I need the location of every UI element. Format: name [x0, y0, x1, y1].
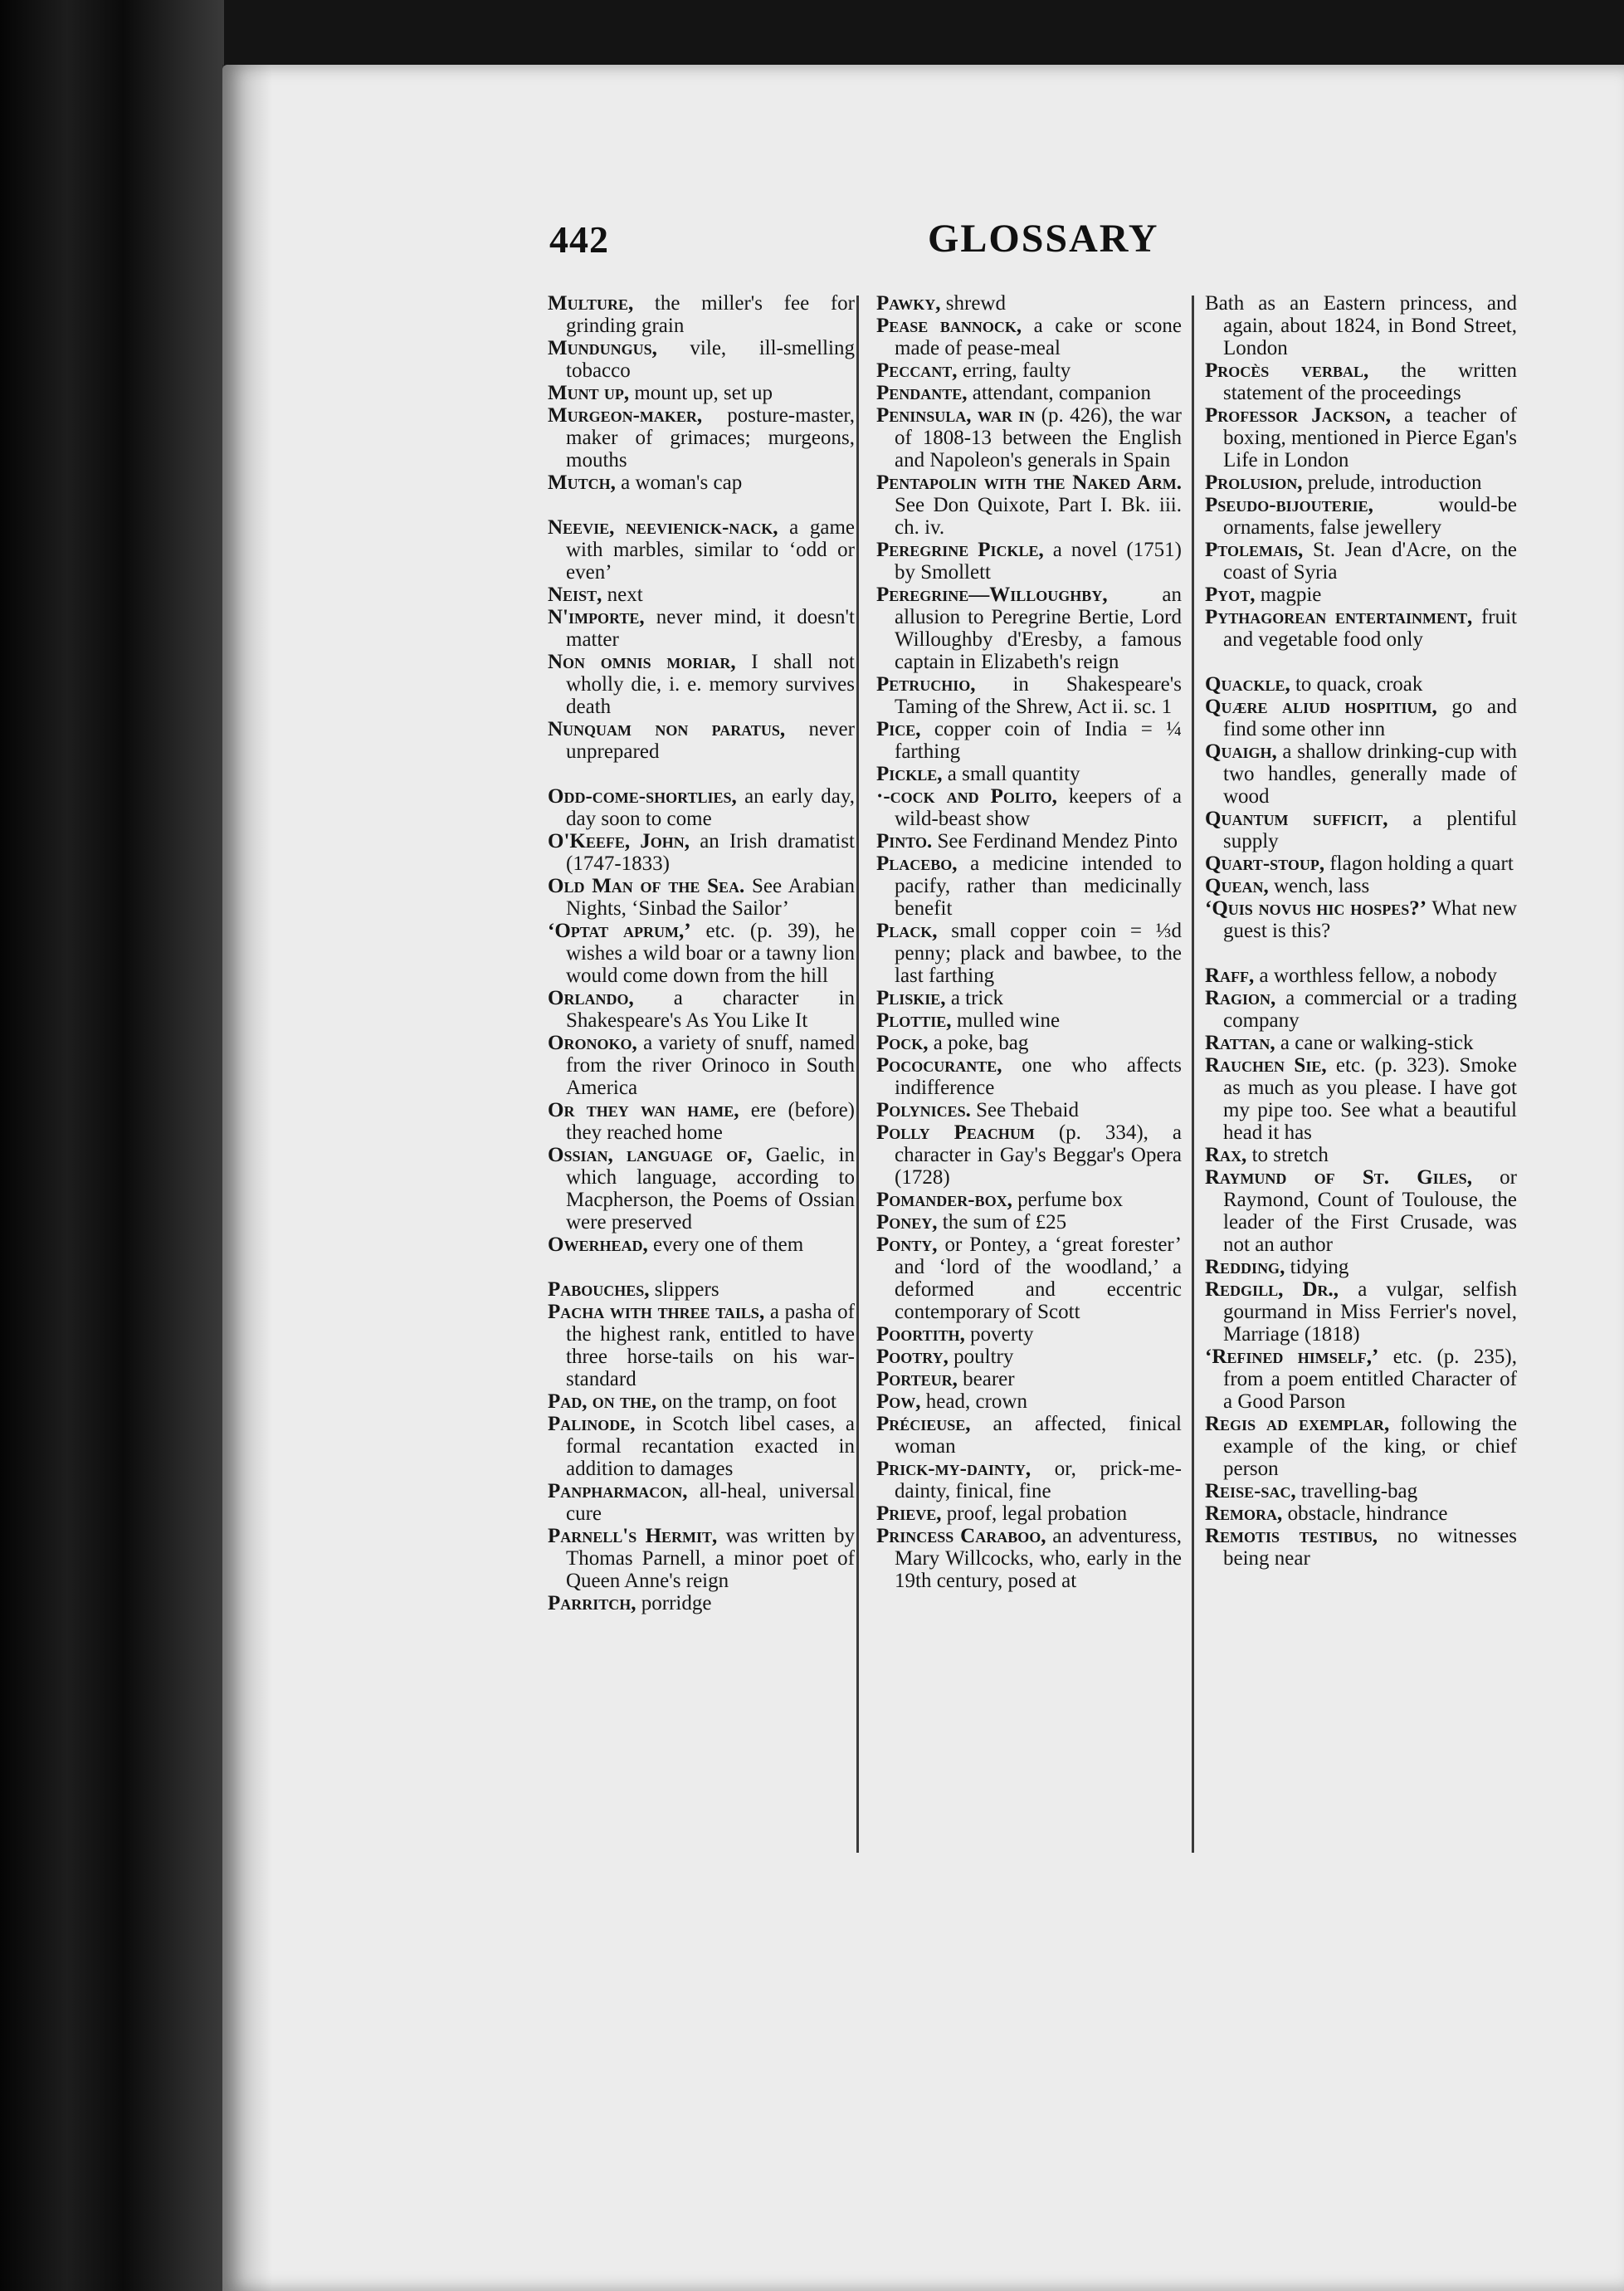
entry-headword: Pabouches, [548, 1278, 650, 1301]
glossary-entry [1205, 875, 1517, 897]
glossary-entry [548, 584, 855, 606]
glossary-entry [548, 404, 855, 471]
book-spine-shadow [0, 0, 224, 2291]
entry-definition: flagon holding a quart [1324, 852, 1514, 875]
glossary-entry [876, 1054, 1182, 1099]
entry-definition: poultry [948, 1346, 1014, 1368]
entry-definition: was written by Thomas Parnell, a minor poet of Queen Anne's reign [566, 1525, 855, 1592]
entry-definition: a medicine intended to pacify, rather than medicinally benefit [895, 852, 1182, 920]
entry-definition: magpie [1255, 584, 1322, 606]
entry-headword: Poortith, [876, 1323, 965, 1346]
entry-definition: in Scotch libel cases, a formal recantation exacted in addition to damages [566, 1413, 855, 1480]
entry-headword: Regis ad exemplar, [1205, 1413, 1390, 1435]
entry-definition: porridge [636, 1592, 712, 1614]
entry-headword: Parnell's Hermit, [548, 1525, 718, 1547]
glossary-entry [548, 987, 855, 1032]
entry-headword: Old Man of the Sea. [548, 875, 745, 897]
glossary-entry [1205, 404, 1517, 471]
glossary-entry [876, 382, 1182, 404]
entry-definition: a pasha of the highest rank, entitled to have three horse-tails on his war-standard [566, 1301, 855, 1390]
entry-headword: Rax, [1205, 1144, 1247, 1166]
glossary-entry [548, 1525, 855, 1592]
glossary-entry [548, 1233, 855, 1256]
entry-definition: a character in Shakespeare's As You Like It [566, 987, 855, 1032]
entry-headword: Ptolemais, [1205, 539, 1304, 561]
glossary-entry [548, 292, 855, 337]
glossary-entry [1205, 1480, 1517, 1502]
entry-definition: perfume box [1012, 1189, 1124, 1211]
entry-headword: Pomander-box, [876, 1189, 1012, 1211]
entry-definition: What new guest is this? [1223, 897, 1517, 942]
entry-headword: Oronoko, [548, 1032, 637, 1054]
glossary-entry [548, 920, 855, 987]
glossary-entry [876, 1502, 1182, 1525]
entry-definition: ere (before) they reached home [566, 1099, 855, 1144]
glossary-entry [1205, 1166, 1517, 1256]
glossary-entry [1205, 1413, 1517, 1480]
glossary-entry [876, 1032, 1182, 1054]
entry-definition: See Thebaid [970, 1099, 1079, 1121]
entry-definition: would-be ornaments, false jewellery [1223, 494, 1517, 539]
entry-headword: Mundungus, [548, 337, 657, 359]
entry-headword: Non omnis moriar, [548, 651, 736, 673]
entry-definition: all-heal, universal cure [566, 1480, 855, 1525]
entry-definition: keepers of a wild-beast show [895, 785, 1183, 830]
entry-headword: Ragion, [1205, 987, 1276, 1009]
entry-definition: go and find some other inn [1223, 696, 1517, 740]
entry-headword: Nunquam non paratus, [548, 718, 786, 740]
entry-definition: never unprepared [566, 718, 855, 763]
glossary-column-3 [1205, 292, 1517, 1570]
entry-headword: Prieve, [876, 1502, 942, 1525]
entry-definition: a cake or scone made of pease-meal [895, 315, 1182, 359]
glossary-entry [548, 1144, 855, 1233]
entry-definition: proof, legal probation [941, 1502, 1128, 1525]
entry-definition: fruit and vegetable food only [1223, 606, 1518, 651]
entry-definition: wench, lass [1268, 875, 1370, 897]
entry-definition: never mind, it doesn't matter [566, 606, 855, 651]
entry-headword: Pendante, [876, 382, 968, 404]
entry-definition: etc. (p. 39), he wishes a wild boar or a tawny lion would come down from the hill [566, 920, 855, 987]
entry-definition: See Don Quixote, Part I. Bk. iii. ch. iv. [895, 494, 1182, 539]
entry-headword: Procès verbal, [1205, 359, 1369, 382]
entry-headword: Pease bannock, [876, 315, 1022, 337]
entry-headword: N'importe, [548, 606, 645, 628]
entry-headword: ‘Refined himself,’ [1205, 1346, 1379, 1368]
entry-definition: to quack, croak [1290, 673, 1423, 696]
glossary-entry [548, 875, 855, 920]
entry-definition: an Irish dramatist (1747-1833) [566, 830, 855, 875]
glossary-entry [1205, 897, 1517, 942]
entry-headword: Or they wan hame, [548, 1099, 739, 1121]
glossary-entry [876, 539, 1182, 584]
entry-headword: Quackle, [1205, 673, 1290, 696]
entry-headword: Remotis testibus, [1205, 1525, 1378, 1547]
glossary-entry [1205, 606, 1517, 651]
entry-definition: mount up, set up [629, 382, 773, 404]
glossary-column-2 [876, 292, 1182, 1592]
entry-headword: Peregrine—Willoughby, [876, 584, 1108, 606]
entry-definition: no witnesses being near [1223, 1525, 1518, 1570]
entry-headword: Pow, [876, 1390, 921, 1413]
entry-definition: to stretch [1246, 1144, 1329, 1166]
glossary-entry [1205, 584, 1517, 606]
entry-definition: the miller's fee for grinding grain [566, 292, 855, 337]
glossary-entry [1205, 471, 1517, 494]
entry-definition: a poke, bag [928, 1032, 1029, 1054]
entry-definition: a teacher of boxing, mentioned in Pierce Egan's Life in London [1223, 404, 1518, 471]
entry-headword: Pyot, [1205, 584, 1256, 606]
glossary-entry [1205, 808, 1517, 852]
entry-headword: Pawky, [876, 292, 941, 315]
entry-headword: Placebo, [876, 852, 958, 875]
entry-definition: or Pontey, a ‘great forester’ and ‘lord of the woodland,’ a deformed and eccentric contemporary of Scott [895, 1233, 1182, 1323]
entry-headword: Quantum sufficit, [1205, 808, 1388, 830]
glossary-entry [876, 471, 1182, 539]
entry-headword: Multure, [548, 292, 634, 315]
glossary-entry [548, 606, 855, 651]
entry-headword: Owerhead, [548, 1233, 648, 1256]
glossary-entry [1205, 1278, 1517, 1346]
entry-headword: ·‑cock and Polito, [876, 785, 1057, 808]
entry-headword: Précieuse, [876, 1413, 971, 1435]
glossary-entry [876, 785, 1182, 830]
entry-headword: Prick-my-dainty, [876, 1458, 1031, 1480]
entry-definition: (p. 426), the war of 1808-13 between the English and Napoleon's generals in Spain [895, 404, 1182, 471]
glossary-entry [548, 337, 855, 382]
entry-definition: Bath as an Eastern princess, and again, about 1824, in Bond Street, London [1205, 292, 1517, 359]
entry-definition: a small quantity [942, 763, 1080, 785]
glossary-entry [1205, 852, 1517, 875]
glossary-entry [1205, 494, 1517, 539]
glossary-entry [1205, 539, 1517, 584]
entry-headword: Orlando, [548, 987, 634, 1009]
entry-headword: Pock, [876, 1032, 929, 1054]
entry-definition: See Arabian Nights, ‘Sinbad the Sailor’ [566, 875, 855, 920]
entry-definition: a game with marbles, similar to ‘odd or even’ [566, 516, 855, 584]
column-divider [1192, 296, 1194, 1853]
entry-definition: a worthless fellow, a nobody [1254, 965, 1498, 987]
glossary-entry [548, 471, 855, 494]
glossary-column-1 [548, 292, 855, 1614]
entry-headword: ‘Quis novus hic hospes?’ [1205, 897, 1427, 920]
glossary-entry [876, 1211, 1182, 1233]
entry-headword: Pentapolin with the Naked Arm. [876, 471, 1182, 494]
glossary-entry [548, 516, 855, 584]
glossary-entry [548, 382, 855, 404]
glossary-entry [548, 785, 855, 830]
glossary-entry [1205, 292, 1517, 359]
entry-definition: on the tramp, on foot [656, 1390, 836, 1413]
entry-definition: one who affects indifference [895, 1054, 1182, 1099]
glossary-entry [1205, 696, 1517, 740]
column-divider [856, 296, 859, 1853]
entry-headword: Palinode, [548, 1413, 636, 1435]
glossary-entry [1205, 1346, 1517, 1413]
entry-headword: Poney, [876, 1211, 938, 1233]
entry-definition: a novel (1751) by Smollett [895, 539, 1182, 584]
glossary-entry [876, 292, 1182, 315]
entry-headword: Polynices. [876, 1099, 971, 1121]
entry-headword: Pickle, [876, 763, 943, 785]
entry-headword: Quaigh, [1205, 740, 1277, 763]
glossary-entry [1205, 740, 1517, 808]
entry-definition: prelude, introduction [1302, 471, 1482, 494]
entry-definition: posture-master, maker of grimaces; murgeons, mouths [566, 404, 855, 471]
entry-definition: a vulgar, selfish gourmand in Miss Ferrier's novel, Marriage (1818) [1223, 1278, 1517, 1346]
glossary-entry [876, 315, 1182, 359]
entry-definition: vile, ill-smelling tobacco [566, 337, 855, 382]
entry-headword: O'Keefe, John, [548, 830, 690, 852]
glossary-entry [548, 718, 855, 763]
entry-definition: (p. 334), a character in Gay's Beggar's Opera (1728) [895, 1121, 1182, 1189]
glossary-entry [876, 852, 1182, 920]
glossary-entry [1205, 673, 1517, 696]
glossary-entry [876, 584, 1182, 673]
entry-definition: in Shakespeare's Taming of the Shrew, Act ii. sc. 1 [895, 673, 1182, 718]
entry-headword: Neevie, neevienick-nack, [548, 516, 778, 539]
entry-definition: a plentiful supply [1223, 808, 1517, 852]
glossary-entry [548, 1592, 855, 1614]
entry-definition: slippers [649, 1278, 719, 1301]
glossary-entry [1205, 1256, 1517, 1278]
glossary-entry [876, 1458, 1182, 1502]
entry-headword: Reise-sac, [1205, 1480, 1296, 1502]
glossary-entry [876, 359, 1182, 382]
entry-definition: head, crown [920, 1390, 1027, 1413]
glossary-entry [1205, 1502, 1517, 1525]
entry-headword: Plottie, [876, 1009, 952, 1032]
page-title: GLOSSARY [928, 217, 1159, 261]
glossary-entry [876, 1189, 1182, 1211]
entry-headword: Munt up, [548, 382, 630, 404]
entry-definition: shrewd [940, 292, 1006, 315]
entry-headword: Quære aliud hospitium, [1205, 696, 1437, 718]
glossary-entry [876, 404, 1182, 471]
glossary-entry [876, 1413, 1182, 1458]
entry-headword: Pococurante, [876, 1054, 1002, 1077]
entry-definition: mulled wine [951, 1009, 1061, 1032]
glossary-entry [548, 1480, 855, 1525]
entry-headword: Neist, [548, 584, 602, 606]
entry-headword: Princess Caraboo, [876, 1525, 1046, 1547]
glossary-entry [876, 673, 1182, 718]
entry-headword: Professor Jackson, [1205, 404, 1392, 427]
entry-headword: Redding, [1205, 1256, 1285, 1278]
entry-headword: Polly Peachum [876, 1121, 1035, 1144]
entry-definition: or, prick-me-dainty, finical, fine [895, 1458, 1182, 1502]
glossary-entry [876, 1009, 1182, 1032]
glossary-entry [548, 830, 855, 875]
entry-headword: Odd-come-shortlies, [548, 785, 737, 808]
glossary-entry [1205, 1032, 1517, 1054]
entry-headword: Remora, [1205, 1502, 1283, 1525]
entry-headword: Pythagorean entertainment, [1205, 606, 1473, 628]
entry-definition: bearer [957, 1368, 1015, 1390]
glossary-entry [876, 1121, 1182, 1189]
glossary-entry [876, 987, 1182, 1009]
entry-headword: Pootry, [876, 1346, 949, 1368]
entry-definition: an affected, finical woman [895, 1413, 1182, 1458]
glossary-entry [548, 1278, 855, 1301]
entry-definition: an early day, day soon to come [566, 785, 855, 830]
entry-definition: the sum of £25 [937, 1211, 1067, 1233]
entry-definition: small copper coin = ⅓d penny; plack and bawbee, to the last farthing [895, 920, 1182, 987]
glossary-entry [876, 1525, 1182, 1592]
entry-definition: obstacle, hindrance [1282, 1502, 1448, 1525]
glossary-entry [876, 1099, 1182, 1121]
entry-headword: Pice, [876, 718, 921, 740]
entry-definition: every one of them [647, 1233, 804, 1256]
entry-headword: Rattan, [1205, 1032, 1275, 1054]
entry-definition: poverty [964, 1323, 1034, 1346]
glossary-entry [548, 1099, 855, 1144]
entry-headword: Pacha with three tails, [548, 1301, 765, 1323]
entry-headword: Quart-stoup, [1205, 852, 1325, 875]
entry-definition: I shall not wholly die, i. e. memory survives death [566, 651, 855, 718]
glossary-entry [1205, 1054, 1517, 1144]
entry-definition: the written statement of the proceedings [1223, 359, 1517, 404]
entry-definition: a cane or walking-stick [1275, 1032, 1474, 1054]
entry-definition: tidying [1285, 1256, 1349, 1278]
entry-headword: Mutch, [548, 471, 616, 494]
entry-definition: a shallow drinking-cup with two handles, generally made of wood [1223, 740, 1517, 808]
entry-definition: a trick [945, 987, 1003, 1009]
entry-definition: etc. (p. 235), from a poem entitled Character of a Good Parson [1223, 1346, 1517, 1413]
entry-headword: Peccant, [876, 359, 958, 382]
entry-headword: Raymund of St. Giles, [1205, 1166, 1472, 1189]
entry-headword: Pliskie, [876, 987, 946, 1009]
entry-definition: an adventuress, Mary Willcocks, who, early in the 19th century, posed at [895, 1525, 1182, 1592]
entry-headword: Redgill, Dr., [1205, 1278, 1339, 1301]
glossary-entry [1205, 1144, 1517, 1166]
glossary-entry [876, 1233, 1182, 1323]
entry-headword: Plack, [876, 920, 938, 942]
glossary-entry [548, 1413, 855, 1480]
entry-headword: Pad, on the, [548, 1390, 657, 1413]
glossary-entry [876, 920, 1182, 987]
entry-definition: following the example of the king, or chief person [1223, 1413, 1517, 1480]
entry-definition: a commercial or a trading company [1223, 987, 1517, 1032]
entry-definition: etc. (p. 323). Smoke as much as you please. I have got my pipe too. See what a beautiful head it has [1223, 1054, 1517, 1144]
entry-definition: attendant, companion [967, 382, 1152, 404]
entry-headword: Prolusion, [1205, 471, 1303, 494]
entry-headword: Peninsula, war in [876, 404, 1036, 427]
glossary-entry [876, 1346, 1182, 1368]
glossary-entry [1205, 987, 1517, 1032]
entry-headword: Pseudo-bijouterie, [1205, 494, 1373, 516]
glossary-entry [876, 1390, 1182, 1413]
glossary-entry [548, 1301, 855, 1390]
entry-definition: an allusion to Peregrine Bertie, Lord Willoughby d'Eresby, a famous captain in Elizabeth's reign [895, 584, 1182, 673]
glossary-entry [876, 763, 1182, 785]
entry-headword: Pinto. [876, 830, 933, 852]
glossary-entry [876, 1323, 1182, 1346]
entry-headword: Ponty, [876, 1233, 938, 1256]
entry-headword: Parritch, [548, 1592, 636, 1614]
glossary-entry [548, 651, 855, 718]
entry-headword: Peregrine Pickle, [876, 539, 1044, 561]
entry-headword: Raff, [1205, 965, 1255, 987]
glossary-entry [1205, 359, 1517, 404]
entry-headword: Porteur, [876, 1368, 958, 1390]
entry-definition: See Ferdinand Mendez Pinto [932, 830, 1178, 852]
glossary-entry [1205, 965, 1517, 987]
entry-definition: a woman's cap [615, 471, 743, 494]
page-number: 442 [549, 218, 609, 261]
entry-definition: a variety of snuff, named from the river Orinoco in South America [566, 1032, 855, 1099]
entry-definition: erring, faulty [957, 359, 1071, 382]
glossary-entry [548, 1390, 855, 1413]
glossary-entry [548, 1032, 855, 1099]
entry-definition: St. Jean d'Acre, on the coast of Syria [1223, 539, 1517, 584]
glossary-entry [1205, 1525, 1517, 1570]
entry-headword: Panpharmacon, [548, 1480, 688, 1502]
entry-headword: Rauchen Sie, [1205, 1054, 1327, 1077]
entry-definition: next [602, 584, 643, 606]
glossary-entry [876, 830, 1182, 852]
glossary-entry [876, 718, 1182, 763]
entry-headword: Ossian, language of, [548, 1144, 753, 1166]
entry-definition: Gaelic, in which language, according to Macpherson, the Poems of Ossian were preserved [566, 1144, 855, 1233]
entry-headword: ‘Optat aprum,’ [548, 920, 691, 942]
entry-headword: Murgeon-maker, [548, 404, 703, 427]
entry-headword: Petruchio, [876, 673, 976, 696]
entry-definition: travelling-bag [1295, 1480, 1418, 1502]
entry-definition: copper coin of India = ¼ farthing [895, 718, 1182, 763]
entry-headword: Quean, [1205, 875, 1269, 897]
entry-definition: or Raymond, Count of Toulouse, the leader of the First Crusade, was not an author [1223, 1166, 1518, 1256]
glossary-entry [876, 1368, 1182, 1390]
